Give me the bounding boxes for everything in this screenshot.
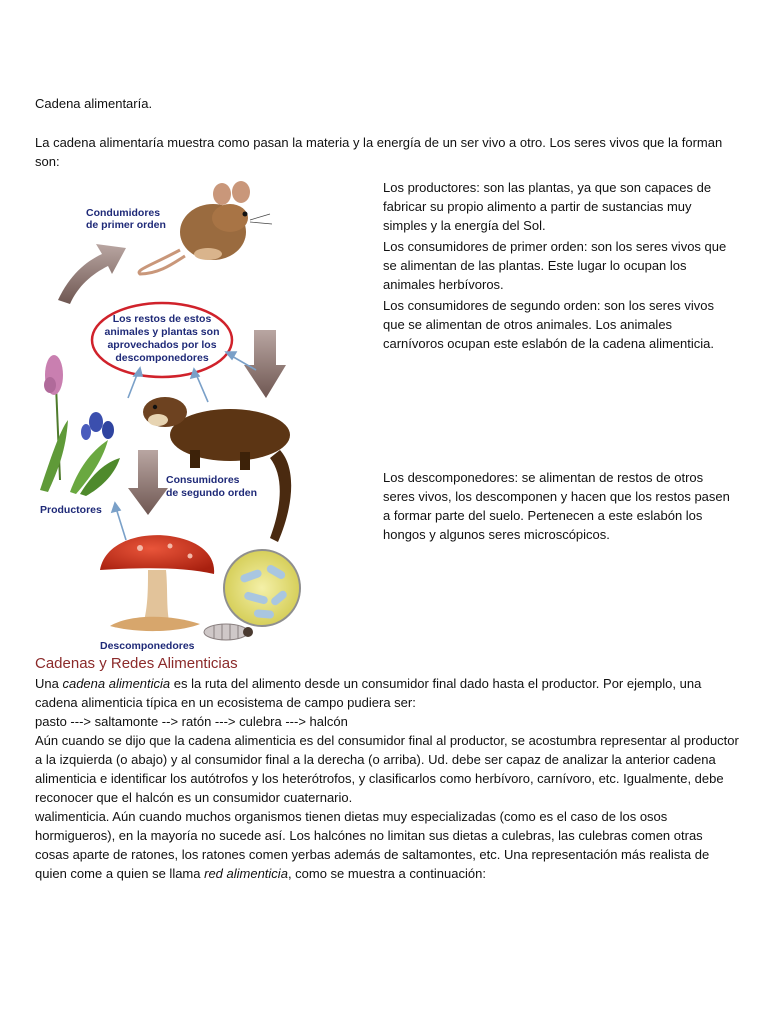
plant-illustration <box>40 355 120 496</box>
center-line-4: descomponedores <box>115 352 209 364</box>
document-title: Cadena alimentaría. <box>35 96 153 111</box>
microorganisms-illustration <box>224 550 300 626</box>
paragraph-1: Una cadena alimenticia es la ruta del alimento desde un consumidor final dado hasta el productor. Por ejemplo, una cadena alimenticia típica en un ecosistema de campo pudiera ser: <box>35 676 702 710</box>
center-line-2: animales y plantas son <box>104 326 220 338</box>
second-order-consumers-paragraph: Los consumidores de segundo orden: son los seres vivos que se alimentan de otros animales. Los animales carnívoros ocupan este eslabón de la cadena alimenticia. <box>383 298 714 351</box>
label-producers: Productores <box>40 504 102 516</box>
food-chain-diagram <box>30 170 330 655</box>
label-consumers-1-line2: de primer orden <box>86 219 166 231</box>
arrow-down-left-icon <box>128 450 168 515</box>
paragraph-2: Aún cuando se dijo que la cadena alimenticia es del consumidor final al productor, se acostumbra representar al productor a la izquierda (o abajo) y al consumidor final a la derecha (o arriba). Ud. debe ser capaz de analizar la anterior cadena alimenticia e identificar los autótrofos y los heterótrofos, y clasificarlos como herbívoro, carnívoro, etc. Igualmente, debe reconocer que el halcón es un consumidor cuaternario. <box>35 733 739 805</box>
food-chain-example: pasto ---> saltamonte --> ratón ---> culebra ---> halcón <box>35 714 348 729</box>
center-line-1: Los restos de estos <box>112 313 212 325</box>
right-column <box>383 178 733 355</box>
ferret-illustration <box>143 397 291 542</box>
mushroom-illustration <box>100 535 214 631</box>
first-order-consumers-paragraph: Los consumidores de primer orden: son los seres vivos que se alimentan de las plantas. Este lugar lo ocupan los animales herbívoros. <box>383 239 727 292</box>
label-consumers-2-line2: de segundo orden <box>166 487 258 499</box>
label-consumers-2-line1: Consumidores <box>166 474 240 486</box>
arrow-up-icon <box>58 244 126 304</box>
decomposers-paragraph: Los descomponedores: se alimentan de restos de otros seres vivos, los descomponen y hacen que los restos pasen a formar parte del suelo. Pertenecen a este eslabón los hongos y algunos seres microscópicos. <box>383 470 730 542</box>
term-red-alimenticia: red alimenticia <box>204 866 288 881</box>
term-cadena-alimenticia: cadena alimenticia <box>62 676 171 691</box>
section-heading: Cadenas y Redes Alimenticias <box>35 655 238 672</box>
larva-illustration <box>204 624 253 640</box>
paragraph-3: walimenticia. Aún cuando muchos organismos tienen dietas muy especializadas (como es el caso de los osos hormigueros), en la mayoría no sucede así. Los halcónes no limitan sus dietas a culebras, las culebras comen otras cosas aparte de ratones, los ratones comen yerbas además de saltamontes, etc. Una representación más realista de quien come a quien se llama red alimenticia, como se muestra a continuación: <box>35 809 710 881</box>
section-body <box>35 674 740 883</box>
center-line-3: aprovechados por los <box>107 339 217 351</box>
arrow-down-right-icon <box>244 330 286 398</box>
label-consumers-1-line1: Condumidores <box>86 207 161 219</box>
intro-paragraph: La cadena alimentaría muestra como pasan la materia y la energía de un ser vivo a otro. Los seres vivos que la forman son: <box>35 135 723 169</box>
producers-paragraph: Los productores: son las plantas, ya que son capaces de fabricar su propio alimento a partir de sustancias muy simples y la energía del Sol. <box>383 180 712 233</box>
label-decomposers: Descomponedores <box>100 640 195 652</box>
